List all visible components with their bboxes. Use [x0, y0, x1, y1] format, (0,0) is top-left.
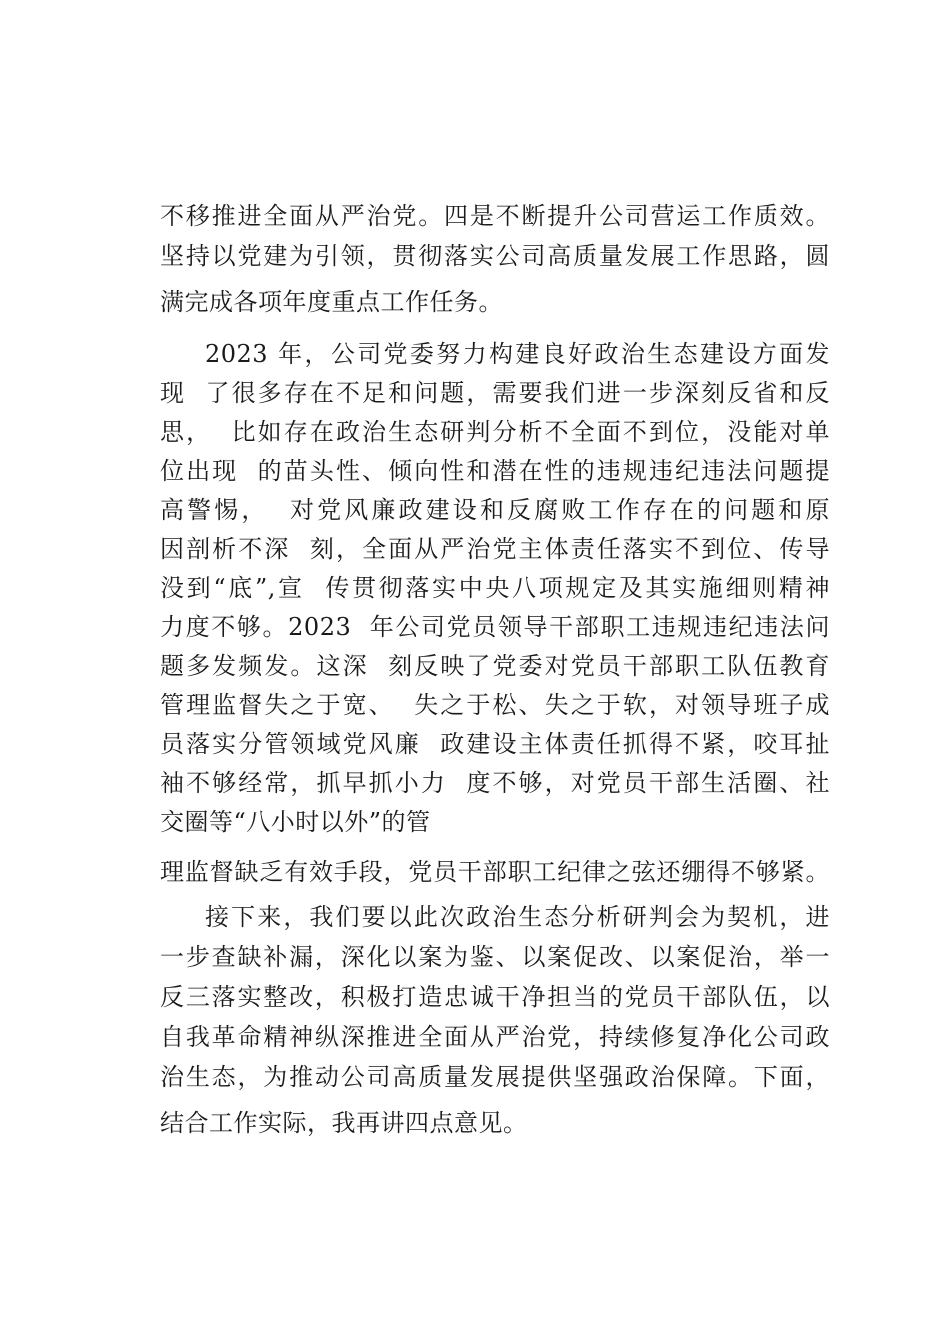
body-text-line: 治生态，为推动公司高质量发展提供坚强政治保障。下面，	[160, 1063, 830, 1091]
body-text-line: 一步查缺补漏，深化以案为鉴、以案促改、以案促治，举一	[160, 943, 830, 971]
body-text-line: 接下来，我们要以此次政治生态分析研判会为契机，进	[205, 903, 830, 931]
body-text-line: 现 了很多存在不足和问题，需要我们进一步深刻反省和反	[160, 379, 830, 407]
body-text-line: 力度不够。2023 年公司党员领导干部职工违规违纪违法问	[160, 613, 830, 641]
body-text-line: 没到“底”,宣 传贯彻落实中央八项规定及其实施细则精神	[160, 574, 830, 602]
body-text-line: 高警惕， 对党风廉政建设和反腐败工作存在的问题和原	[160, 496, 830, 524]
body-text-line: 因剖析不深 刻，全面从严治党主体责任落实不到位、传导	[160, 535, 830, 563]
body-text-line: 满完成各项年度重点工作任务。	[160, 288, 503, 316]
body-text-line: 2023 年，公司党委努力构建良好政治生态建设方面发	[205, 340, 830, 368]
body-text-line: 不移推进全面从严治党。四是不断提升公司营运工作质效。	[160, 202, 830, 230]
body-text-line: 位出现 的苗头性、倾向性和潜在性的违规违纪违法问题提	[160, 457, 830, 485]
body-text-line: 结合工作实际，我再讲四点意见。	[160, 1109, 528, 1137]
body-text-line: 反三落实整改，积极打造忠诚干净担当的党员干部队伍，以	[160, 983, 830, 1011]
body-text-line: 题多发频发。这深 刻反映了党委对党员干部职工队伍教育	[160, 652, 830, 680]
body-text-line: 坚持以党建为引领，贯彻落实公司高质量发展工作思路，圆	[160, 242, 830, 270]
body-text-line: 员落实分管领域党风廉 政建设主体责任抓得不紧，咬耳扯	[160, 730, 830, 758]
body-text-line: 理监督缺乏有效手段，党员干部职工纪律之弦还绷得不够紧。	[160, 858, 830, 886]
body-text-line: 管理监督失之于宽、 失之于松、失之于软，对领导班子成	[160, 691, 830, 719]
body-text-line: 自我革命精神纵深推进全面从严治党，持续修复净化公司政	[160, 1023, 830, 1051]
body-text-line: 思， 比如存在政治生态研判分析不全面不到位，没能对单	[160, 418, 830, 446]
body-text-line: 袖不够经常，抓早抓小力 度不够，对党员干部生活圈、社	[160, 769, 830, 797]
body-text-line: 交圈等“八小时以外”的管	[160, 808, 431, 836]
